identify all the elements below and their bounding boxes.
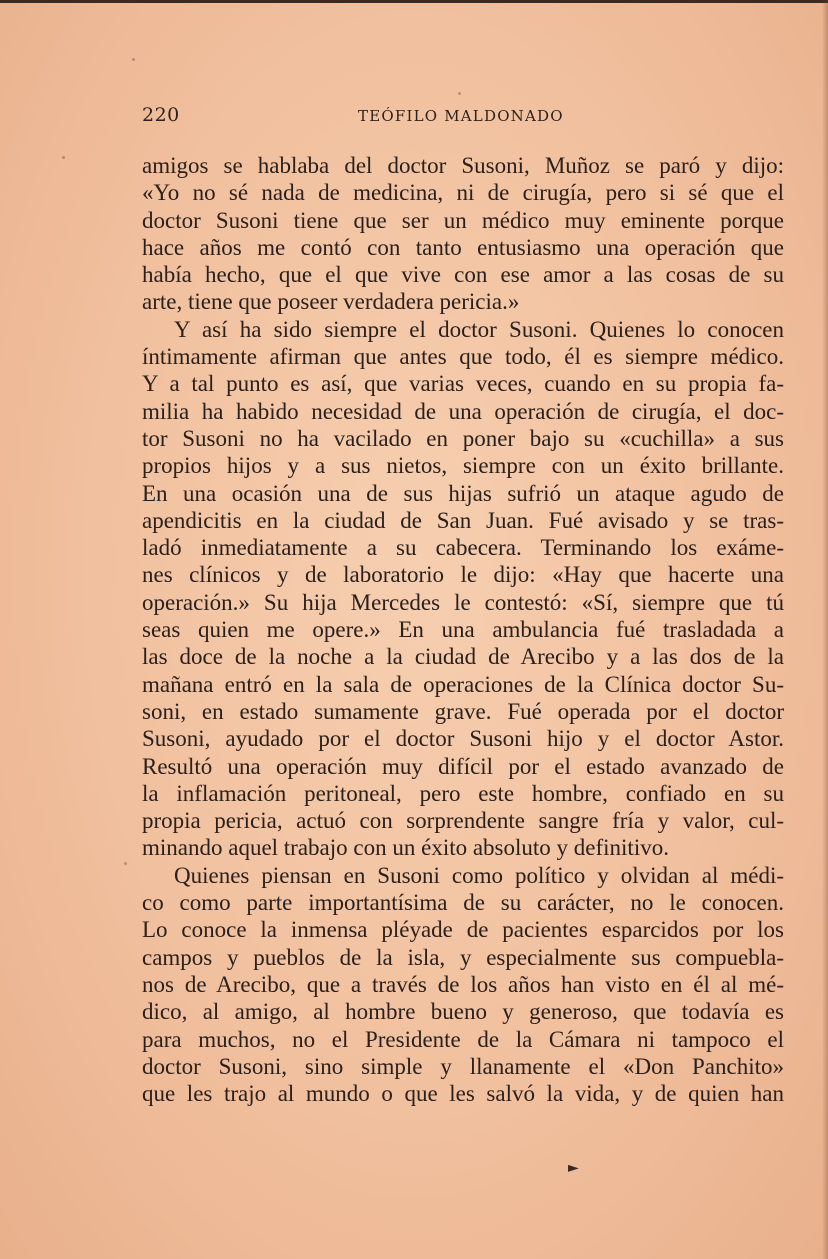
text-line: propios hijos y a sus nietos, siempre con un éxito brillante. xyxy=(142,453,784,479)
text-line: Quienes piensan en Susoni como político y olvidan al médi- xyxy=(174,862,784,888)
paper-speck xyxy=(124,862,127,865)
page-top-edge xyxy=(0,0,828,3)
text-line: arte, tiene que poseer verdadera pericia.» xyxy=(142,289,520,315)
text-line: amigos se hablaba del doctor Susoni, Muñoz se paró y dijo: xyxy=(142,153,784,178)
text-line: seas quien me opere.» En una ambulancia fué trasladada a xyxy=(142,617,784,643)
continuation-mark: ► xyxy=(568,1160,579,1176)
page-right-edge xyxy=(822,0,828,1259)
text-line: para muchos, no el Presidente de la Cámara ni tampoco el xyxy=(142,1026,784,1052)
text-line: nos de Arecibo, que a través de los años han visto en él al mé- xyxy=(142,971,784,997)
text-line: co como parte importantísima de su carácter, no le conocen. xyxy=(142,890,784,916)
paper-speck xyxy=(132,58,135,61)
text-line: operación.» Su hija Mercedes le contestó: «Sí, siempre que tú xyxy=(142,589,784,615)
text-line: minando aquel trabajo con un éxito absoluto y definitivo. xyxy=(142,835,669,861)
page-number: 220 xyxy=(142,104,180,126)
paper-speck xyxy=(62,156,65,159)
text-line: campos y pueblos de la isla, y especialmente sus compuebla- xyxy=(142,944,784,970)
paper-speck xyxy=(458,92,461,95)
text-line: mañana entró en la sala de operaciones de la Clínica doctor Su- xyxy=(142,671,784,697)
text-line: la inflamación peritoneal, pero este hombre, confiado en su xyxy=(142,780,784,806)
text-line: íntimamente afirman que antes que todo, él es siempre médico. xyxy=(142,344,784,370)
text-line: Lo conoce la inmensa pléyade de pacientes esparcidos por los xyxy=(142,917,784,943)
text-line: soni, en estado sumamente grave. Fué operada por el doctor xyxy=(142,698,784,724)
text-line: propia pericia, actuó con sorprendente sangre fría y valor, cul- xyxy=(142,808,784,834)
text-line: milia ha habido necesidad de una operación de cirugía, el doc- xyxy=(142,398,784,424)
text-line: doctor Susoni, sino simple y llanamente el «Don Panchito» xyxy=(142,1053,784,1079)
text-line: doctor Susoni tiene que ser un médico muy eminente porque xyxy=(142,207,784,233)
text-line: tor Susoni no ha vacilado en poner bajo su «cuchilla» a sus xyxy=(142,425,784,451)
running-head: TEÓFILO MALDONADO xyxy=(358,107,564,125)
text-line: las doce de la noche a la ciudad de Arecibo y a las dos de la xyxy=(142,644,784,670)
text-line: que les trajo al mundo o que les salvó la vida, y de quien han xyxy=(142,1081,784,1107)
text-line: Resultó una operación muy difícil por el estado avanzado de xyxy=(142,753,784,779)
text-line: Susoni, ayudado por el doctor Susoni hijo y el doctor Astor. xyxy=(142,726,784,752)
body-text xyxy=(142,152,784,1107)
text-line: hace años me contó con tanto entusiasmo una operación que xyxy=(142,234,784,260)
page-header xyxy=(142,104,786,130)
text-line: Y a tal punto es así, que varias veces, cuando en su propia fa- xyxy=(142,371,784,397)
text-line: En una ocasión una de sus hijas sufrió un ataque agudo de xyxy=(142,480,784,506)
text-line: nes clínicos y de laboratorio le dijo: «Hay que hacerte una xyxy=(142,562,784,588)
text-line: había hecho, que el que vive con ese amor a las cosas de su xyxy=(142,262,784,288)
text-line: ladó inmediatamente a su cabecera. Terminando los exáme- xyxy=(142,535,784,561)
text-line: Y así ha sido siempre el doctor Susoni. Quienes lo conocen xyxy=(174,316,784,342)
text-line: apendicitis en la ciudad de San Juan. Fué avisado y se tras- xyxy=(142,507,784,533)
text-line: dico, al amigo, al hombre bueno y generoso, que todavía es xyxy=(142,999,784,1025)
text-line: «Yo no sé nada de medicina, ni de cirugía, pero si sé que el xyxy=(142,180,784,206)
